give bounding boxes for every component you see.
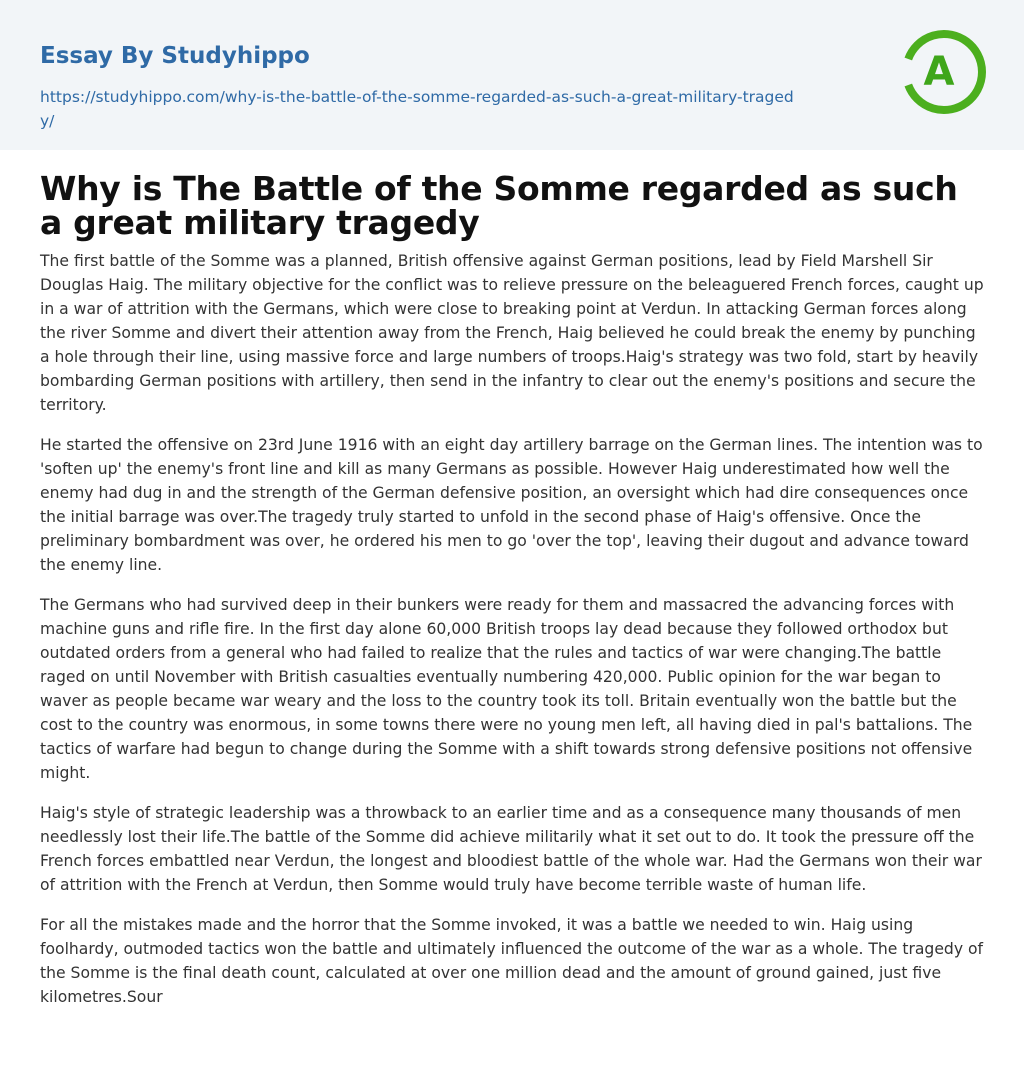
- article-paragraph-2: He started the offensive on 23rd June 1916 with an eight day artillery barrage on the German lines. The intention was to 'soften up' the enemy's front line and kill as many Germans as possible. However Haig underestimated how well the enemy had dug in and the strength of the German defensive position, an oversight which had dire consequences once the initial barrage was over.The tragedy truly started to unfold in the second phase of Haig's offensive. Once the preliminary bombardment was over, he ordered his men to go 'over the top', leaving their dugout and advance toward the enemy line.: [40, 436, 983, 574]
- article: [0, 169, 1024, 1009]
- article-paragraph-5: For all the mistakes made and the horror that the Somme invoked, it was a battle we needed to win. Haig using foolhardy, outmoded tactics won the battle and ultimately influenced the outcome of the war as a whole. The tragedy of the Somme is the final death count, calculated at over one million dead and the amount of ground gained, just five kilometres.Sour: [40, 916, 984, 1006]
- article-title: Why is The Battle of the Somme regarded as such a great military tragedy: [40, 169, 958, 242]
- source-url-link[interactable]: https://studyhippo.com/why-is-the-battle-of-the-somme-regarded-as-such-a-great-military-tragedy/: [40, 88, 794, 130]
- page-header: [0, 0, 1024, 150]
- logo-letter: A: [923, 49, 955, 95]
- brand-title: Essay By Studyhippo: [40, 43, 310, 69]
- article-paragraph-1: The first battle of the Somme was a planned, British offensive against German positions, lead by Field Marshell Sir Douglas Haig. The military objective for the conflict was to relieve pressure on the beleaguered French forces, caught up in a war of attrition with the Germans, which were close to breaking point at Verdun. In attacking German forces along the river Somme and divert their attention away from the French, Haig believed he could break the enemy by punching a hole through their line, using massive force and large numbers of troops.Haig's strategy was two fold, start by heavily bombarding German positions with artillery, then send in the infantry to clear out the enemy's positions and secure the territory.: [40, 252, 984, 414]
- article-paragraph-3: The Germans who had survived deep in their bunkers were ready for them and massacred the advancing forces with machine guns and rifle fire. In the first day alone 60,000 British troops lay dead because they followed orthodox but outdated orders from a general who had failed to realize that the rules and tactics of war were changing.The battle raged on until November with British casualties eventually numbering 420,000. Public opinion for the war began to waver as people became war weary and the loss to the country took its toll. Britain eventually won the battle but the cost to the country was enormous, in some towns there were no young men left, all having died in pal's battalions. The tactics of warfare had begun to change during the Somme with a shift towards strong defensive positions not offensive might.: [40, 596, 973, 782]
- studyhippo-logo-icon[interactable]: [898, 28, 986, 116]
- article-paragraph-4: Haig's style of strategic leadership was a throwback to an earlier time and as a consequence many thousands of men needlessly lost their life.The battle of the Somme did achieve militarily what it set out to do. It took the pressure off the French forces embattled near Verdun, the longest and bloodiest battle of the whole war. Had the Germans won their war of attrition with the French at Verdun, then Somme would truly have become terrible waste of human life.: [40, 804, 982, 894]
